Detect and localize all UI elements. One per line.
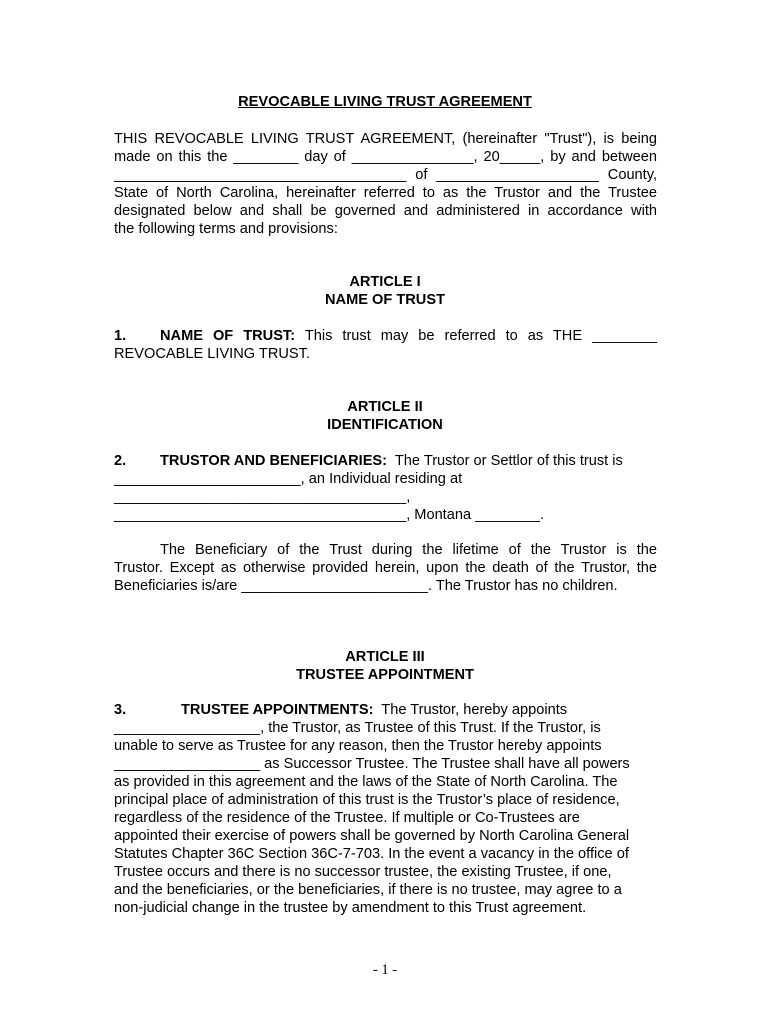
beneficiary-paragraph <box>114 541 657 595</box>
section-text: The Trustor, hereby appoints <box>381 702 568 718</box>
section-label: NAME OF TRUST: <box>160 328 296 344</box>
document-title: REVOCABLE LIVING TRUST AGREEMENT <box>238 94 532 110</box>
section-3-line: Statutes Chapter 36C Section 36C-7-703. In the event a vacancy in the office of <box>114 846 629 862</box>
page-number: - 1 - <box>372 962 398 978</box>
section-2 <box>114 452 657 524</box>
section-3-line: regardless of the residence of the Trustee. If multiple or Co-Trustees are <box>114 810 580 826</box>
section-3-line: __________________, the Trustor, as Trustee of this Trust. If the Trustor, is <box>114 720 601 736</box>
section-1-line <box>114 327 657 345</box>
section-3-line <box>114 701 657 719</box>
section-1-line: REVOCABLE LIVING TRUST. <box>114 346 310 362</box>
section-number: 1. <box>114 328 127 344</box>
section-2-line: ____________________________________, <box>114 489 411 505</box>
intro-line: ____________________________________ of ____________________ County, <box>114 167 657 183</box>
section-3 <box>114 701 657 917</box>
section-3-line: principal place of administration of this trust is the Trustor’s place of residence, <box>114 792 620 808</box>
section-3-line: appointed their exercise of powers shall be governed by North Carolina General <box>114 828 630 844</box>
beneficiary-line: Beneficiaries is/are _______________________. The Trustor has no children. <box>114 578 618 594</box>
section-2-line: _______________________, an Individual residing at <box>114 471 463 487</box>
section-3-line: unable to serve as Trustee for any reason, then the Trustor hereby appoints <box>114 738 602 754</box>
section-3-line: Trustee occurs and there is no successor trustee, the existing Trustee, if one, <box>114 864 612 880</box>
section-1 <box>114 327 657 363</box>
article-1-subheading: NAME OF TRUST <box>325 292 445 308</box>
intro-line: THIS REVOCABLE LIVING TRUST AGREEMENT, (hereinafter "Trust"), is being <box>114 131 657 147</box>
section-number: 3. <box>114 702 127 718</box>
article-2-subheading: IDENTIFICATION <box>327 417 443 433</box>
section-3-line: as provided in this agreement and the laws of the State of North Carolina. The <box>114 774 618 790</box>
section-3-line: __________________ as Successor Trustee. The Trustee shall have all powers <box>114 756 630 772</box>
beneficiary-line: Trustor. Except as otherwise provided herein, upon the death of the Trustor, the <box>114 560 657 576</box>
section-label: TRUSTOR AND BENEFICIARIES: <box>160 453 388 469</box>
article-3-heading: ARTICLE III <box>345 649 425 665</box>
section-text: This trust may be referred to as THE ________ <box>304 328 658 344</box>
intro-paragraph <box>114 130 657 238</box>
section-2-line <box>114 452 657 470</box>
section-text: The Trustor or Settlor of this trust is <box>394 453 623 469</box>
intro-line: designated below and shall be governed and administered in accordance with <box>114 203 657 219</box>
beneficiary-line: The Beneficiary of the Trust during the lifetime of the Trustor is the <box>160 542 657 558</box>
section-3-line: non-judicial change in the trustee by amendment to this Trust agreement. <box>114 900 587 916</box>
article-2-heading: ARTICLE II <box>347 399 423 415</box>
section-3-line: and the beneficiaries, or the beneficiaries, if there is no trustee, may agree to a <box>114 882 622 898</box>
section-number: 2. <box>114 453 127 469</box>
section-2-line: ____________________________________, Montana ________. <box>114 507 545 523</box>
section-label: TRUSTEE APPOINTMENTS: <box>181 702 374 718</box>
intro-line: State of North Carolina, hereinafter referred to as the Trustor and the Trustee <box>114 185 657 201</box>
intro-line: the following terms and provisions: <box>114 221 338 237</box>
intro-line: made on this the ________ day of _______________, 20_____, by and between <box>114 149 657 165</box>
article-1-heading: ARTICLE I <box>349 274 421 290</box>
article-3-subheading: TRUSTEE APPOINTMENT <box>296 667 474 683</box>
